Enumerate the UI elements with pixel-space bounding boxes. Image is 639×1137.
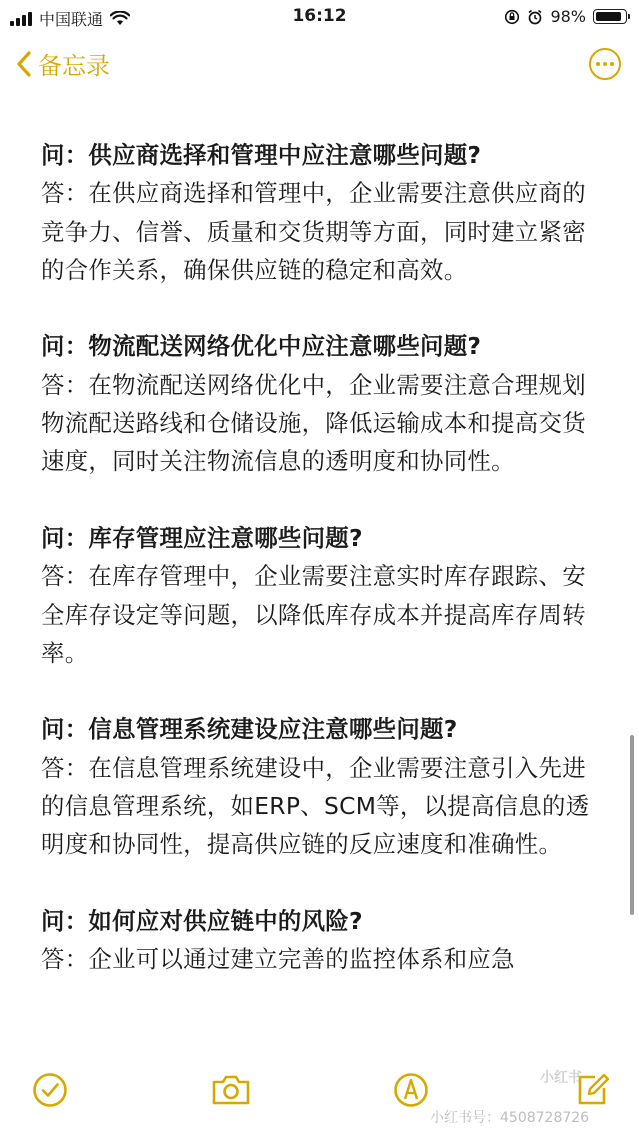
battery-icon <box>593 9 627 24</box>
clock: 16:12 <box>292 6 347 26</box>
back-button[interactable] <box>16 46 110 81</box>
question-text: 问：如何应对供应链中的风险? <box>41 906 363 935</box>
scroll-indicator <box>630 735 634 915</box>
note-body[interactable] <box>41 136 601 1017</box>
ellipsis-circle-icon[interactable] <box>589 48 621 80</box>
alarm-icon <box>527 9 543 25</box>
qa-block <box>41 710 601 863</box>
qa-block <box>41 519 601 672</box>
answer-text: 答：在信息管理系统建设中，企业需要注意引入先进的信息管理系统，如ERP、SCM等，以提高信息的透明度和协同性，提高供应链的反应速度和准确性。 <box>41 753 590 859</box>
battery-fill <box>596 12 621 21</box>
carrier-label: 中国联通 <box>39 10 104 29</box>
qa-block <box>41 902 601 979</box>
nav-bar <box>0 34 639 100</box>
answer-text: 答：在库存管理中，企业需要注意实时库存跟踪、安全库存设定等问题，以降低库存成本并提高库存周转率。 <box>41 562 586 667</box>
question-text: 问：供应商选择和管理中应注意哪些问题? <box>41 141 482 169</box>
checklist-icon[interactable] <box>31 1071 69 1109</box>
watermark-logo: 小红书 <box>540 1070 582 1086</box>
camera-icon[interactable] <box>210 1071 252 1109</box>
qa-block <box>41 327 601 480</box>
orientation-lock-icon <box>504 9 520 25</box>
pen-markup-icon[interactable] <box>392 1071 430 1109</box>
question-text: 问：库存管理应注意哪些问题? <box>41 523 363 552</box>
question-text: 问：信息管理系统建设应注意哪些问题? <box>41 715 458 744</box>
chevron-left-icon <box>16 50 32 78</box>
watermark-text: 小红书号：4508728726 <box>430 1110 590 1126</box>
status-bar <box>0 0 639 34</box>
answer-text: 答：在供应商选择和管理中，企业需要注意供应商的竞争力、信誉、质量和交货期等方面，同时建立紧密的合作关系，确保供应链的稳定和高效。 <box>41 179 586 284</box>
answer-text: 答：在物流配送网络优化中，企业需要注意合理规划物流配送路线和仓储设施，降低运输成本和提高交货速度，同时关注物流信息的透明度和协同性。 <box>41 370 586 476</box>
bottom-toolbar <box>0 1051 639 1137</box>
answer-text: 答：企业可以通过建立完善的监控体系和应急 <box>41 945 515 974</box>
qa-block <box>41 136 601 289</box>
back-label: 备忘录 <box>38 52 110 80</box>
question-text: 问：物流配送网络优化中应注意哪些问题? <box>41 332 482 361</box>
compose-icon[interactable] <box>573 1071 611 1109</box>
battery-percent: 98% <box>550 7 586 26</box>
